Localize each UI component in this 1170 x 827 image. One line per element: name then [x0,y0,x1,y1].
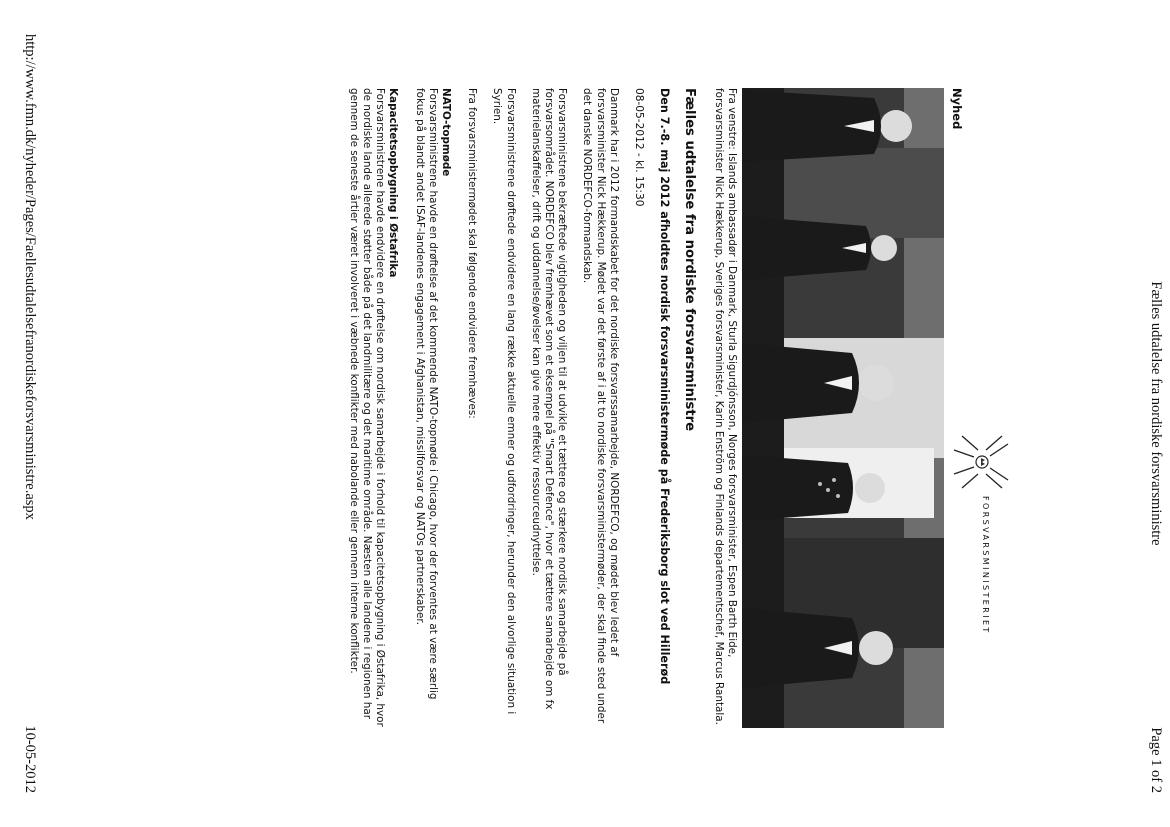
section-heading: NATO-topmøde [439,88,452,177]
page-url: http://www.fmn.dk/nyheder/Pages/Faellesudtalelsefranordiskeforsvarsministre.aspx [22,34,38,520]
paragraph: Fra forsvarsministermødet skal følgende endvidere fremhæves: [466,88,479,419]
print-header-title: Fælles udtalelse fra nordiske forsvarsministre [1148,281,1164,546]
article-subtitle: Den 7.-8. maj 2012 afholdtes nordisk forsvarsministermøde på Frederiksborg slot ved Hillerød [658,88,672,685]
print-header [1136,34,1164,793]
article-date: 08-05-2012 - kl. 15:30 [632,88,645,207]
logo-text: FORSVARSMINISTERIET [981,496,990,635]
paragraph: Forsvarsministrene bekræftede vigtigheden og viljen til at udvikle et tættere og stærkere nordisk samarbejde på forsvarsområdet. NORDEFCO blev fremhævet som et eksempel på "Smart Defence", hvor et tættere samarbejde om fx materielanskaffelser, drift og uddannelse/øvelser kan give mere effektiv ressourceudnyttelse. [529,88,569,710]
photo-caption: Fra venstre: Islands ambassadør i Danmark, Sturla Sigurdjónsson, Norges forsvarsminister, Espen Barth Eide, forsvarsminister Nick Hækkerup, Sveriges forsvarsminister, Karin Enström og Finlands departementschef, Marcus Rantala. [712,88,738,725]
group-photo [742,88,944,728]
article-kicker: Nyhed [950,88,964,130]
paragraph: Danmark har i 2012 formandskabet for det nordiske forsvarssamarbejde, NORDEFCO, og mødet blev ledet af forsvarsminister Nick Hækkerup. Mødet var det første af i alt to nordiske forsvarsministermøder, der skal finde sted under det danske NORDEFCO-formandskab. [581,88,620,724]
print-footer [10,34,38,793]
article-title: Fælles udtalelse fra nordiske forsvarsministre [682,88,698,432]
section-text: Forsvarsministrene havde endvidere en drøftelse om nordisk samarbejde i forhold til kapacitetsopbygning i Østafrika, hvor de nordiske lande allerede støtter både på det landmilitære og det maritime område. Næsten alle landene i regionen har gennem de seneste årtier været involveret i væbnede konflikter med nabolande eller gennem interne konflikter. [347,88,387,727]
article [347,88,963,728]
paragraph: Forsvarsministrene drøftede endvidere en lang række aktuelle emner og udfordringer, herunder den alvorlige situation i Syrien. [491,88,517,715]
print-date: 10-05-2012 [22,725,38,793]
section-text: Forsvarsministrene havde en drøftelse af det kommende NATO-topmøde i Chicago, hvor der forventes at være særlig fokus på blandt andet ISAF-landenes engagement i Afghanistan, missilforsvar og NATOs partnerskaber. [413,88,439,700]
section-heading: Kapacitetsopbygning i Østafrika [387,88,400,278]
page-number: Page 1 of 2 [1148,727,1164,793]
